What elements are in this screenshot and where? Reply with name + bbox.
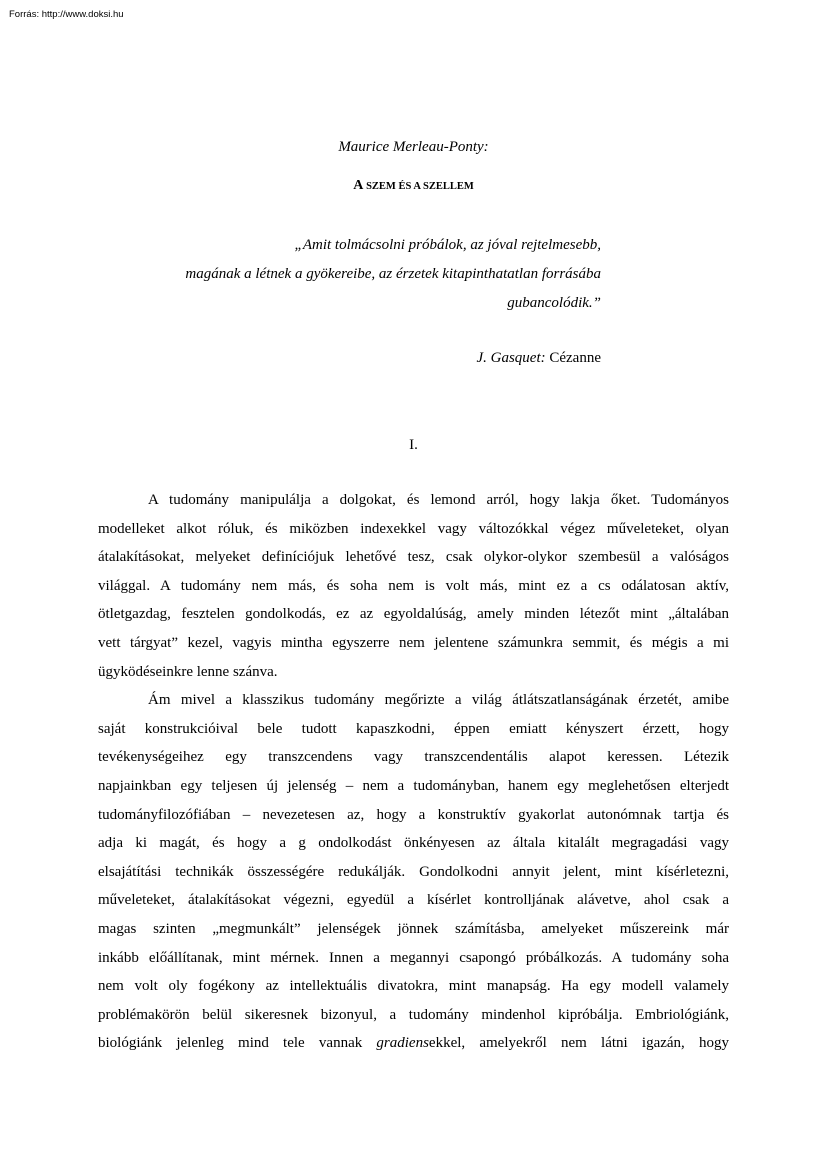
title-rest: SZEM ÉS A SZELLEM	[366, 181, 474, 192]
italic-term: gradiens	[376, 1035, 429, 1052]
line-text: ekkel, amelyekről nem látni igazán, hogy	[428, 1035, 729, 1052]
paragraph-line: inkább előállítanak, mint mérnek. Innen a megannyi csapongó próbálkozás. A tudomány soha	[98, 949, 729, 966]
attribution-author: J. Gasquet:	[476, 350, 546, 366]
paragraph-line: Ám mivel a klasszikus tudomány megőrizte a világ átlátszatlanságának érzetét, amibe	[148, 692, 729, 709]
title-initial: A	[353, 178, 363, 193]
paragraph-line	[98, 1029, 729, 1058]
paragraph-line: problémakörön belül sikeresnek bizonyul, a tudomány mindenhol kipróbálja. Embriológiánk,	[98, 1006, 729, 1023]
attribution-work: Cézanne	[549, 350, 601, 366]
paragraph-line: átalakításokat, melyeket definíciójuk lehetővé tesz, csak olykor-olykor szembesül a valóságos	[98, 549, 729, 566]
body-text	[98, 486, 729, 1058]
paragraph-line: nem volt oly fogékony az intellektuális divatokra, mint manapság. Ha egy modell valamely	[98, 978, 729, 995]
line-text: biológiánk jelenleg mind tele vannak	[98, 1035, 377, 1052]
paragraph-line: ügyködéseinkre lenne szánva.	[98, 663, 278, 680]
paragraph-line: műveleteket, átalakításokat végezni, egyedül a kísérlet kontrolljának alávetve, ahol csak a	[98, 892, 729, 909]
paragraph-line: napjainkban egy teljesen új jelenség – nem a tudományban, hanem egy meglehetősen elterjedt	[98, 777, 729, 794]
source-header: Forrás: http://www.doksi.hu	[9, 9, 124, 20]
paragraph-line: ötletgazdag, fesztelen gondolkodás, ez az egyoldalúság, amely minden létezőt mint „általában	[98, 606, 729, 623]
epigraph-line: gubancolódik.”	[507, 295, 601, 311]
author-name: Maurice Merleau-Ponty:	[338, 139, 489, 155]
section-number: I.	[409, 437, 418, 453]
paragraph-line: világgal. A tudomány nem más, és soha nem is volt más, mint ez a cs odálatosan aktív,	[98, 577, 729, 594]
epigraph-attribution	[100, 347, 601, 369]
paragraph-line: tevékenységeihez egy transzcendens vagy transzcendentális alapot keressen. Létezik	[98, 749, 729, 766]
paragraph-line: elsajátítási technikák összességére redukálják. Gondolkodni annyit jelent, mint kísérletezni,	[98, 863, 729, 880]
paragraph-line: saját konstrukcióival bele tudott kapaszkodni, éppen emiatt kényszert érzett, hogy	[98, 720, 729, 737]
epigraph-line: magának a létnek a gyökereibe, az érzetek kitapinthatatlan forrásába	[185, 266, 601, 282]
paragraph-line: magas szinten „megmunkált” jelenségek jönnek számításba, amelyeket műszereink már	[98, 920, 729, 937]
paragraph-line: vett tárgyat” kezel, vagyis mintha egyszerre nem jelentene számunkra semmit, és mégis a mi	[98, 634, 729, 651]
epigraph-line: „Amit tolmácsolni próbálok, az jóval rejtelmesebb,	[294, 237, 601, 253]
paragraph-line: modelleket alkot róluk, és miközben indexekkel vagy változókkal végez műveleteket, olyan	[98, 520, 729, 537]
paragraph-line: A tudomány manipulálja a dolgokat, és lemond arról, hogy lakja őket. Tudományos	[148, 492, 729, 508]
paragraph-line: tudományfilozófiában – nevezetesen az, hogy a konstruktív gyakorlat autonómnak tartja és	[98, 806, 729, 823]
paragraph-line: adja ki magát, és hogy a g ondolkodást önkényesen az általa kitalált megragadási vagy	[98, 835, 729, 852]
epigraph	[100, 231, 601, 318]
essay-title	[0, 177, 827, 196]
